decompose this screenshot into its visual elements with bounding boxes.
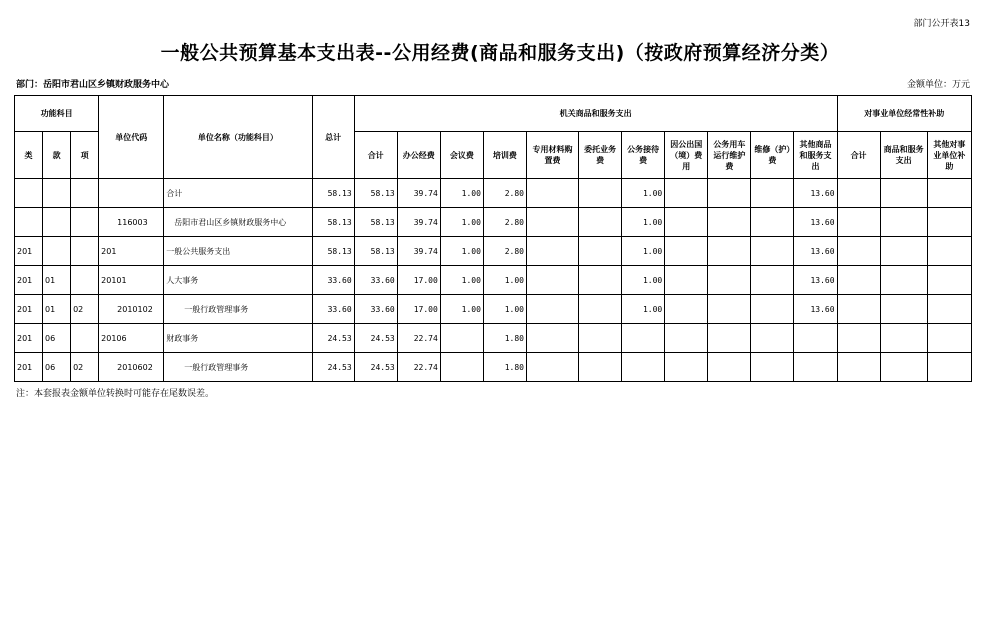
cell-unit-code: 201 bbox=[99, 237, 164, 266]
cell-goods-value: 1.00 bbox=[440, 179, 483, 208]
cell-goods-value bbox=[665, 324, 708, 353]
cell-unit-code: 20106 bbox=[99, 324, 164, 353]
cell-goods-value: 1.00 bbox=[622, 295, 665, 324]
cell-goods-value bbox=[708, 295, 751, 324]
cell-goods-value bbox=[751, 237, 794, 266]
cell-goods-value: 13.60 bbox=[794, 179, 837, 208]
page-number: 部门公开表13 bbox=[913, 19, 970, 29]
table-row bbox=[15, 208, 972, 237]
cell-goods-value bbox=[579, 208, 622, 237]
header-col: 办公经费 bbox=[397, 132, 440, 179]
header-col: 合计 bbox=[354, 132, 397, 179]
cell-lei: 201 bbox=[15, 324, 43, 353]
cell-subsidy-value bbox=[837, 266, 880, 295]
cell-kuan bbox=[43, 179, 71, 208]
cell-unit-name: 合计 bbox=[164, 179, 312, 208]
cell-goods-value bbox=[751, 266, 794, 295]
cell-subsidy-value bbox=[880, 179, 927, 208]
cell-goods-value: 1.00 bbox=[440, 208, 483, 237]
cell-total: 58.13 bbox=[312, 179, 354, 208]
table-row bbox=[15, 237, 972, 266]
cell-kuan bbox=[43, 208, 71, 237]
cell-goods-value: 39.74 bbox=[397, 208, 440, 237]
cell-goods-value: 1.00 bbox=[622, 266, 665, 295]
cell-unit-name: 人大事务 bbox=[164, 266, 312, 295]
cell-goods-value bbox=[708, 208, 751, 237]
cell-goods-value bbox=[526, 208, 578, 237]
cell-subsidy-value bbox=[927, 324, 971, 353]
cell-lei: 201 bbox=[15, 353, 43, 382]
cell-goods-value bbox=[526, 266, 578, 295]
cell-subsidy-value bbox=[837, 295, 880, 324]
cell-lei: 201 bbox=[15, 266, 43, 295]
cell-lei bbox=[15, 208, 43, 237]
cell-goods-value bbox=[440, 324, 483, 353]
cell-goods-value: 2.80 bbox=[483, 179, 526, 208]
cell-goods-value bbox=[526, 353, 578, 382]
cell-subsidy-value bbox=[927, 208, 971, 237]
cell-goods-value: 13.60 bbox=[794, 237, 837, 266]
cell-subsidy-value bbox=[927, 353, 971, 382]
cell-goods-value bbox=[708, 324, 751, 353]
cell-goods-value bbox=[526, 237, 578, 266]
cell-goods-value: 13.60 bbox=[794, 208, 837, 237]
cell-goods-value: 1.00 bbox=[622, 208, 665, 237]
cell-goods-value bbox=[665, 179, 708, 208]
cell-goods-value bbox=[579, 179, 622, 208]
cell-goods-value bbox=[665, 266, 708, 295]
cell-goods-value bbox=[751, 208, 794, 237]
cell-goods-value bbox=[526, 295, 578, 324]
cell-kuan bbox=[43, 237, 71, 266]
cell-goods-value: 17.00 bbox=[397, 266, 440, 295]
cell-goods-value bbox=[794, 353, 837, 382]
department-label: 部门：岳阳市君山区乡镇财政服务中心 bbox=[16, 80, 170, 90]
cell-goods-value: 58.13 bbox=[354, 179, 397, 208]
cell-goods-value: 1.80 bbox=[483, 353, 526, 382]
cell-goods-value bbox=[665, 208, 708, 237]
cell-subsidy-value bbox=[837, 208, 880, 237]
header-col: 公务用车运行维护费 bbox=[708, 132, 751, 179]
cell-xiang: 02 bbox=[71, 353, 99, 382]
cell-goods-value: 1.00 bbox=[483, 295, 526, 324]
cell-xiang bbox=[71, 266, 99, 295]
cell-subsidy-value bbox=[927, 295, 971, 324]
cell-goods-value bbox=[751, 179, 794, 208]
footnote: 注：本套报表金额单位转换时可能存在尾数误差。 bbox=[16, 389, 215, 399]
header-subsidy-col: 商品和服务支出 bbox=[880, 132, 927, 179]
header-total: 总计 bbox=[312, 96, 354, 179]
cell-subsidy-value bbox=[880, 266, 927, 295]
cell-goods-value bbox=[665, 295, 708, 324]
cell-goods-value: 2.80 bbox=[483, 208, 526, 237]
header-lei: 类 bbox=[15, 132, 43, 179]
cell-goods-value bbox=[665, 237, 708, 266]
header-subsidy-col: 合计 bbox=[837, 132, 880, 179]
cell-goods-value bbox=[579, 266, 622, 295]
cell-subsidy-value bbox=[927, 266, 971, 295]
cell-goods-value: 58.13 bbox=[354, 208, 397, 237]
cell-goods-value: 24.53 bbox=[354, 324, 397, 353]
cell-goods-value: 58.13 bbox=[354, 237, 397, 266]
cell-unit-code: 2010602 bbox=[99, 353, 164, 382]
cell-goods-value: 33.60 bbox=[354, 266, 397, 295]
header-col: 委托业务费 bbox=[579, 132, 622, 179]
cell-goods-value: 24.53 bbox=[354, 353, 397, 382]
cell-goods-value: 22.74 bbox=[397, 324, 440, 353]
table-row bbox=[15, 266, 972, 295]
cell-xiang bbox=[71, 237, 99, 266]
table-row bbox=[15, 295, 972, 324]
page-title: 一般公共预算基本支出表--公用经费(商品和服务支出)（按政府预算经济分类） bbox=[160, 42, 840, 64]
cell-unit-name: 岳阳市君山区乡镇财政服务中心 bbox=[164, 208, 312, 237]
cell-unit-code: 20101 bbox=[99, 266, 164, 295]
cell-goods-value: 1.00 bbox=[440, 295, 483, 324]
cell-kuan: 01 bbox=[43, 266, 71, 295]
cell-lei bbox=[15, 179, 43, 208]
cell-goods-value: 39.74 bbox=[397, 237, 440, 266]
cell-subsidy-value bbox=[837, 179, 880, 208]
table-row bbox=[15, 353, 972, 382]
cell-kuan: 01 bbox=[43, 295, 71, 324]
cell-goods-value bbox=[708, 179, 751, 208]
cell-subsidy-value bbox=[880, 208, 927, 237]
header-func-subject: 功能科目 bbox=[15, 96, 99, 132]
header-xiang: 项 bbox=[71, 132, 99, 179]
cell-goods-value: 1.00 bbox=[483, 266, 526, 295]
header-subsidy-col: 其他对事业单位补助 bbox=[927, 132, 971, 179]
header-col: 培训费 bbox=[483, 132, 526, 179]
cell-goods-value bbox=[440, 353, 483, 382]
cell-xiang bbox=[71, 179, 99, 208]
cell-goods-value: 2.80 bbox=[483, 237, 526, 266]
cell-goods-value bbox=[622, 324, 665, 353]
header-col: 维修（护）费 bbox=[751, 132, 794, 179]
cell-subsidy-value bbox=[880, 324, 927, 353]
header-col: 专用材料购置费 bbox=[526, 132, 578, 179]
cell-goods-value bbox=[708, 266, 751, 295]
cell-unit-name: 一般行政管理事务 bbox=[164, 295, 312, 324]
cell-total: 24.53 bbox=[312, 353, 354, 382]
cell-subsidy-value bbox=[880, 237, 927, 266]
cell-unit-code: 116003 bbox=[99, 208, 164, 237]
cell-goods-value: 22.74 bbox=[397, 353, 440, 382]
cell-subsidy-value bbox=[837, 324, 880, 353]
header-kuan: 款 bbox=[43, 132, 71, 179]
cell-goods-value bbox=[708, 237, 751, 266]
cell-kuan: 06 bbox=[43, 324, 71, 353]
cell-goods-value bbox=[579, 237, 622, 266]
cell-lei: 201 bbox=[15, 237, 43, 266]
cell-xiang bbox=[71, 208, 99, 237]
amount-unit-label: 金额单位：万元 bbox=[906, 80, 970, 90]
table-row bbox=[15, 324, 972, 353]
budget-table bbox=[14, 95, 972, 382]
cell-total: 58.13 bbox=[312, 208, 354, 237]
header-col: 公务接待费 bbox=[622, 132, 665, 179]
cell-unit-name: 一般行政管理事务 bbox=[164, 353, 312, 382]
header-col: 其他商品和服务支出 bbox=[794, 132, 837, 179]
cell-goods-value bbox=[622, 353, 665, 382]
cell-subsidy-value bbox=[927, 179, 971, 208]
cell-goods-value: 1.00 bbox=[622, 237, 665, 266]
header-unit-code: 单位代码 bbox=[99, 96, 164, 179]
cell-total: 33.60 bbox=[312, 295, 354, 324]
cell-goods-value: 1.00 bbox=[622, 179, 665, 208]
cell-goods-value bbox=[751, 324, 794, 353]
cell-goods-value: 1.00 bbox=[440, 237, 483, 266]
header-col: 会议费 bbox=[440, 132, 483, 179]
cell-goods-value bbox=[526, 324, 578, 353]
cell-subsidy-value bbox=[880, 353, 927, 382]
cell-goods-value bbox=[794, 324, 837, 353]
cell-total: 33.60 bbox=[312, 266, 354, 295]
cell-subsidy-value bbox=[837, 237, 880, 266]
cell-goods-value bbox=[751, 353, 794, 382]
cell-lei: 201 bbox=[15, 295, 43, 324]
cell-goods-value bbox=[751, 295, 794, 324]
cell-unit-name: 一般公共服务支出 bbox=[164, 237, 312, 266]
cell-goods-value: 17.00 bbox=[397, 295, 440, 324]
cell-goods-value bbox=[579, 295, 622, 324]
header-unit-name: 单位名称（功能科目） bbox=[164, 96, 312, 179]
cell-subsidy-value bbox=[927, 237, 971, 266]
cell-unit-name: 财政事务 bbox=[164, 324, 312, 353]
header-group-subsidy: 对事业单位经常性补助 bbox=[837, 96, 971, 132]
cell-goods-value bbox=[579, 324, 622, 353]
cell-kuan: 06 bbox=[43, 353, 71, 382]
cell-goods-value bbox=[708, 353, 751, 382]
cell-xiang: 02 bbox=[71, 295, 99, 324]
cell-unit-code: 2010102 bbox=[99, 295, 164, 324]
cell-goods-value: 33.60 bbox=[354, 295, 397, 324]
table-row bbox=[15, 179, 972, 208]
cell-subsidy-value bbox=[837, 353, 880, 382]
cell-goods-value bbox=[526, 179, 578, 208]
cell-goods-value: 13.60 bbox=[794, 295, 837, 324]
cell-subsidy-value bbox=[880, 295, 927, 324]
cell-xiang bbox=[71, 324, 99, 353]
cell-unit-code bbox=[99, 179, 164, 208]
header-group-goods: 机关商品和服务支出 bbox=[354, 96, 837, 132]
cell-goods-value bbox=[579, 353, 622, 382]
cell-goods-value: 13.60 bbox=[794, 266, 837, 295]
cell-total: 58.13 bbox=[312, 237, 354, 266]
cell-goods-value bbox=[665, 353, 708, 382]
cell-total: 24.53 bbox=[312, 324, 354, 353]
cell-goods-value: 39.74 bbox=[397, 179, 440, 208]
header-col: 因公出国（境）费用 bbox=[665, 132, 708, 179]
cell-goods-value: 1.00 bbox=[440, 266, 483, 295]
cell-goods-value: 1.80 bbox=[483, 324, 526, 353]
